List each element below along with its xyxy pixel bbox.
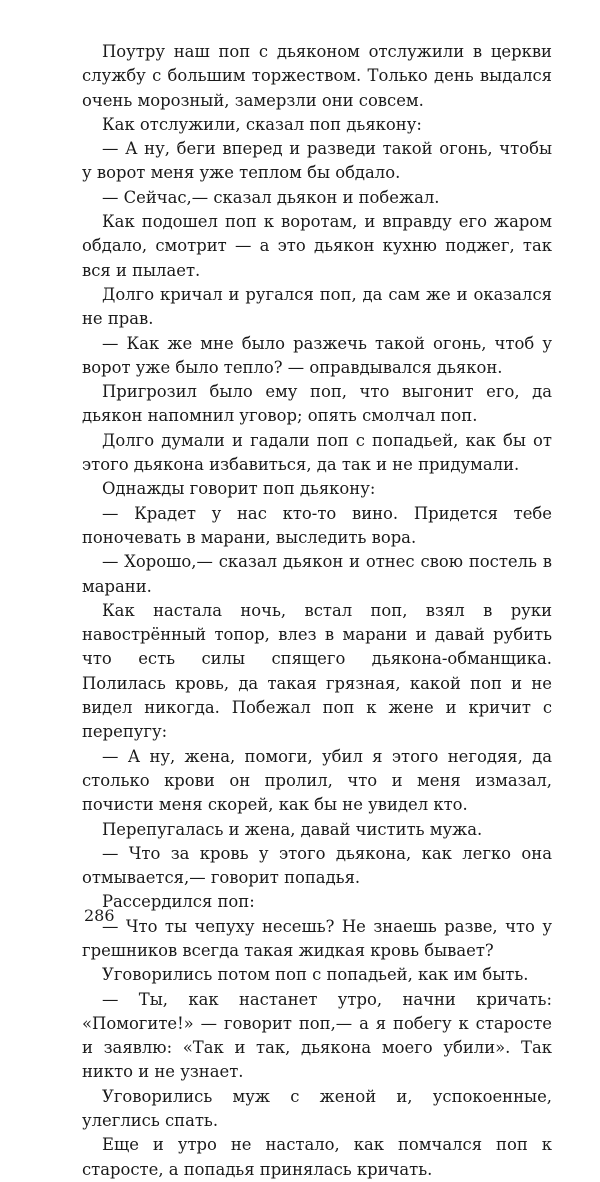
- paragraph: Рассердился поп:: [102, 892, 255, 912]
- page-text: [82, 40, 552, 1182]
- paragraph: Еще и утро не настало, как помчался поп к старосте, а попадья принялась кричать.: [82, 1135, 552, 1179]
- paragraph: — Крадет у нас кто-то вино. Придется тебе поночевать в марани, выследить вора.: [82, 503, 552, 547]
- paragraph: — Хорошо,— сказал дьякон и отнес свою постель в марани.: [82, 552, 552, 596]
- paragraph: — Сейчас,— сказал дьякон и побежал.: [102, 187, 440, 207]
- paragraph: Перепугалась и жена, давай чистить мужа.: [102, 819, 483, 839]
- paragraph: Пригрозил было ему поп, что выгонит его, да дьякон напомнил уговор; опять смолчал поп.: [82, 382, 552, 426]
- paragraph: — А ну, беги вперед и разведи такой огонь, чтобы у ворот меня уже теплом бы обдало.: [82, 139, 552, 183]
- paragraph: — Что за кровь у этого дьякона, как легко она отмывается,— говорит попадья.: [82, 843, 552, 888]
- paragraph: Долго кричал и ругался поп, да сам же и оказался не прав.: [82, 284, 552, 329]
- paragraph: Как подошел поп к воротам, и вправду его жаром обдало, смотрит — а это дьякон кухню поджег, так вся и пылает.: [82, 212, 552, 280]
- paragraph: Однажды говорит поп дьякону:: [102, 479, 376, 499]
- paragraph: Поутру наш поп с дьяконом отслужили в церкви службу с большим торжеством. Только день выдался очень морозный, замерзли они совсем.: [82, 42, 552, 110]
- paragraph: Как настала ночь, встал поп, взял в руки навострённый топор, влез в марани и давай рубить что есть силы спящего дьякона-обманщика. Полилась кровь, да такая грязная, какой поп и не видел никогда. Побежал поп к жене и кричит с перепугу:: [82, 600, 552, 742]
- page-number: 286: [84, 906, 115, 925]
- paragraph: Как отслужили, сказал поп дьякону:: [102, 114, 422, 134]
- paragraph: — А ну, жена, помоги, убил я этого негодяя, да столько крови он пролил, что и меня измазал, почисти меня скорей, как бы не увидел кто.: [82, 746, 552, 815]
- paragraph: Долго думали и гадали поп с попадьей, как бы от этого дьякона избавиться, да так и не придумали.: [82, 430, 552, 475]
- paragraph: — Что ты чепуху несешь? Не знаешь разве, что у грешников всегда такая жидкая кровь бывает?: [82, 916, 552, 960]
- paragraph: Уговорились потом поп с попадьей, как им быть.: [102, 965, 529, 985]
- paragraph: — Как же мне было разжечь такой огонь, чтоб у ворот уже было тепло? — оправдывался дьякон.: [82, 333, 552, 377]
- paragraph: Уговорились муж с женой и, успокоенные, улеглись спать.: [82, 1086, 552, 1131]
- paragraph: — Ты, как настанет утро, начни кричать: «Помогите!» — говорит поп,— а я побегу к старосте и заявлю: «Так и так, дьякона моего убили». Так никто и не узнает.: [82, 989, 552, 1082]
